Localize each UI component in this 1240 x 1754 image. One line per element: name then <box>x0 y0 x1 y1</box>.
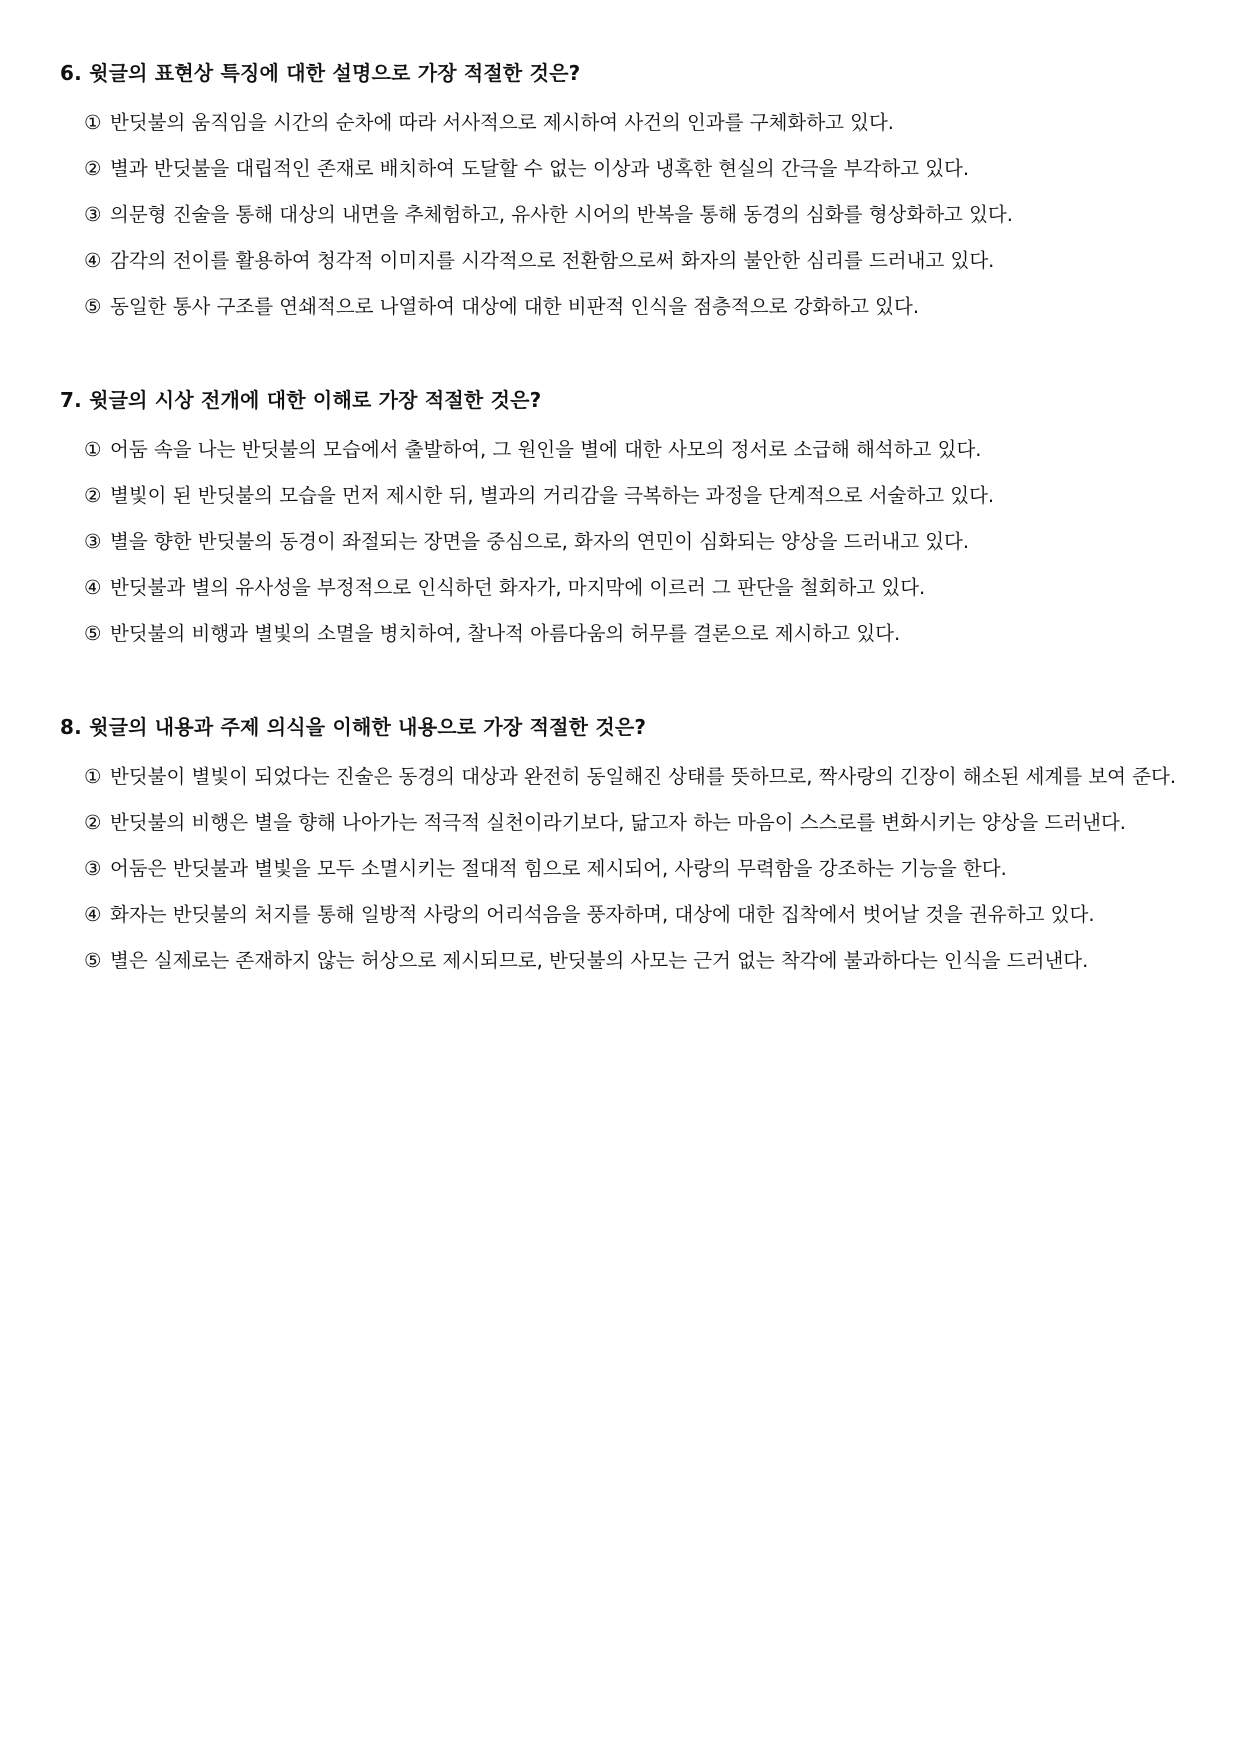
option-text: 어둠 속을 나는 반딧불의 모습에서 출발하여, 그 원인을 별에 대한 사모의 정서로 소급해 해석하고 있다. <box>110 438 982 461</box>
option-item <box>84 806 1190 839</box>
option-number: ⑤ <box>84 622 102 645</box>
option-number: ④ <box>84 249 102 272</box>
option-text: 반딧불의 비행은 별을 향해 나아가는 적극적 실천이라기보다, 닮고자 하는 마음이 스스로를 변화시키는 양상을 드러낸다. <box>110 811 1126 834</box>
option-text: 별을 향한 반딧불의 동경이 좌절되는 장면을 중심으로, 화자의 연민이 심화되는 양상을 드러내고 있다. <box>110 530 970 553</box>
option-item <box>84 571 1190 604</box>
option-item <box>84 479 1190 512</box>
option-item <box>84 106 1190 139</box>
option-text: 별은 실제로는 존재하지 않는 허상으로 제시되므로, 반딧불의 사모는 근거 없는 착각에 불과하다는 인식을 드러낸다. <box>110 949 1089 972</box>
question-title: 8. 윗글의 내용과 주제 의식을 이해한 내용으로 가장 적절한 것은? <box>60 715 647 739</box>
option-item <box>84 244 1190 277</box>
option-item <box>84 944 1190 977</box>
option-number: ② <box>84 811 102 834</box>
option-number: ② <box>84 157 102 180</box>
question-6 <box>60 58 1190 323</box>
option-item <box>84 198 1190 231</box>
option-number: ④ <box>84 576 102 599</box>
option-text: 어둠은 반딧불과 별빛을 모두 소멸시키는 절대적 힘으로 제시되어, 사랑의 무력함을 강조하는 기능을 한다. <box>110 857 1007 880</box>
option-item <box>84 898 1190 931</box>
option-text: 동일한 통사 구조를 연쇄적으로 나열하여 대상에 대한 비판적 인식을 점층적으로 강화하고 있다. <box>110 295 920 318</box>
option-text: 반딧불의 비행과 별빛의 소멸을 병치하여, 찰나적 아름다움의 허무를 결론으로 제시하고 있다. <box>110 622 901 645</box>
option-list <box>60 106 1190 323</box>
option-number: ① <box>84 765 102 788</box>
option-list <box>60 760 1190 977</box>
option-text: 감각의 전이를 활용하여 청각적 이미지를 시각적으로 전환함으로써 화자의 불안한 심리를 드러내고 있다. <box>110 249 995 272</box>
option-number: ④ <box>84 903 102 926</box>
option-number: ③ <box>84 857 102 880</box>
option-number: ③ <box>84 530 102 553</box>
option-number: ② <box>84 484 102 507</box>
option-item <box>84 433 1190 466</box>
question-8 <box>60 712 1190 977</box>
option-number: ① <box>84 111 102 134</box>
option-item <box>84 152 1190 185</box>
option-text: 반딧불과 별의 유사성을 부정적으로 인식하던 화자가, 마지막에 이르러 그 판단을 철회하고 있다. <box>110 576 926 599</box>
option-text: 별과 반딧불을 대립적인 존재로 배치하여 도달할 수 없는 이상과 냉혹한 현실의 간극을 부각하고 있다. <box>110 157 970 180</box>
question-title: 6. 윗글의 표현상 특징에 대한 설명으로 가장 적절한 것은? <box>60 61 581 85</box>
option-item <box>84 617 1190 650</box>
document-page <box>60 58 1190 1039</box>
question-7 <box>60 385 1190 650</box>
option-text: 별빛이 된 반딧불의 모습을 먼저 제시한 뒤, 별과의 거리감을 극복하는 과정을 단계적으로 서술하고 있다. <box>110 484 995 507</box>
option-item <box>84 525 1190 558</box>
option-text: 화자는 반딧불의 처지를 통해 일방적 사랑의 어리석음을 풍자하며, 대상에 대한 집착에서 벗어날 것을 권유하고 있다. <box>110 903 1095 926</box>
option-item <box>84 760 1190 793</box>
option-text: 의문형 진술을 통해 대상의 내면을 추체험하고, 유사한 시어의 반복을 통해 동경의 심화를 형상화하고 있다. <box>110 203 1013 226</box>
option-item <box>84 290 1190 323</box>
option-text: 반딧불이 별빛이 되었다는 진술은 동경의 대상과 완전히 동일해진 상태를 뜻하므로, 짝사랑의 긴장이 해소된 세계를 보여 준다. <box>110 765 1177 788</box>
option-list <box>60 433 1190 650</box>
option-number: ③ <box>84 203 102 226</box>
option-text: 반딧불의 움직임을 시간의 순차에 따라 서사적으로 제시하여 사건의 인과를 구체화하고 있다. <box>110 111 894 134</box>
option-number: ① <box>84 438 102 461</box>
question-title: 7. 윗글의 시상 전개에 대한 이해로 가장 적절한 것은? <box>60 388 542 412</box>
option-number: ⑤ <box>84 949 102 972</box>
option-item <box>84 852 1190 885</box>
option-number: ⑤ <box>84 295 102 318</box>
